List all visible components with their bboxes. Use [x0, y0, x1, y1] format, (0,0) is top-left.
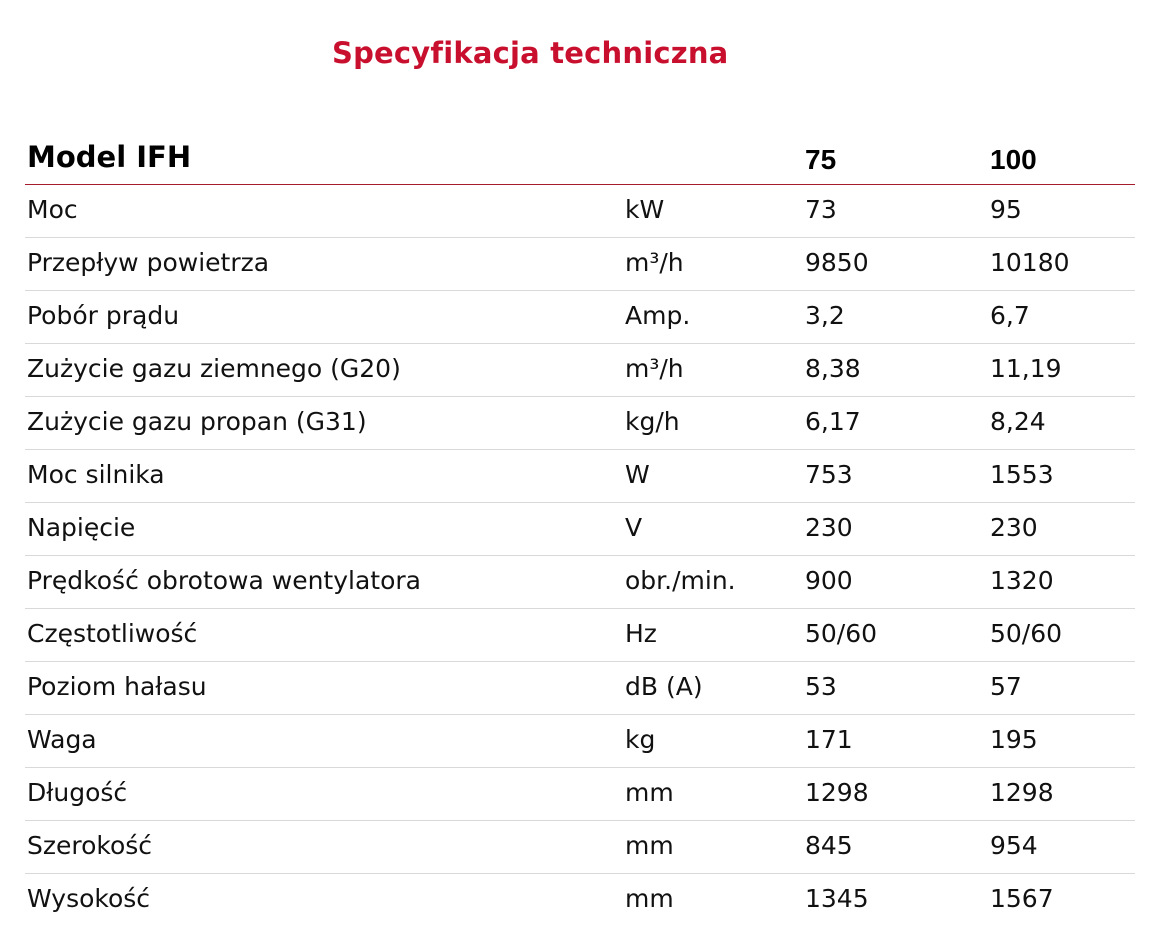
spec-table [25, 132, 1135, 926]
param-label: Szerokość [27, 831, 153, 860]
value-75: 171 [805, 725, 853, 754]
param-label: Przepływ powietrza [27, 248, 270, 277]
value-75: 753 [805, 460, 853, 489]
param-label: Pobór prądu [27, 301, 180, 330]
param-label: Prędkość obrotowa wentylatora [27, 566, 421, 595]
model-label: Model IFH [27, 140, 192, 174]
table-row [25, 556, 1135, 609]
unit-label: Amp. [625, 301, 691, 330]
param-label: Napięcie [27, 513, 136, 542]
value-75: 9850 [805, 248, 869, 277]
param-label: Zużycie gazu propan (G31) [27, 407, 367, 436]
value-75: 1298 [805, 778, 869, 807]
value-100: 1298 [990, 778, 1054, 807]
page-title: Specyfikacja techniczna [332, 36, 729, 70]
column-header-100: 100 [990, 144, 1037, 175]
value-75: 6,17 [805, 407, 861, 436]
value-100: 230 [990, 513, 1038, 542]
unit-label: kW [625, 195, 665, 224]
table-body [25, 185, 1135, 926]
value-75: 230 [805, 513, 853, 542]
table-row [25, 662, 1135, 715]
table-row [25, 185, 1135, 238]
table-row [25, 768, 1135, 821]
table-row [25, 821, 1135, 874]
table-header [25, 132, 1135, 185]
value-100: 11,19 [990, 354, 1062, 383]
value-100: 195 [990, 725, 1038, 754]
unit-label: m³/h [625, 354, 684, 383]
value-75: 900 [805, 566, 853, 595]
unit-label: mm [625, 778, 674, 807]
value-75: 8,38 [805, 354, 861, 383]
unit-label: Hz [625, 619, 657, 648]
value-100: 954 [990, 831, 1038, 860]
param-label: Wysokość [27, 884, 151, 913]
table-row [25, 874, 1135, 926]
table-row [25, 609, 1135, 662]
value-75: 845 [805, 831, 853, 860]
value-100: 1567 [990, 884, 1054, 913]
unit-label: W [625, 460, 650, 489]
value-100: 50/60 [990, 619, 1063, 648]
param-label: Moc silnika [27, 460, 165, 489]
table-row [25, 291, 1135, 344]
table-row [25, 715, 1135, 768]
unit-label: V [625, 513, 643, 542]
unit-label: m³/h [625, 248, 684, 277]
param-label: Częstotliwość [27, 619, 198, 648]
param-label: Moc [27, 195, 78, 224]
param-label: Poziom hałasu [27, 672, 207, 701]
unit-label: obr./min. [625, 566, 736, 595]
table-row [25, 503, 1135, 556]
table-row [25, 450, 1135, 503]
value-100: 95 [990, 195, 1022, 224]
value-75: 53 [805, 672, 837, 701]
value-100: 1553 [990, 460, 1054, 489]
param-label: Zużycie gazu ziemnego (G20) [27, 354, 401, 383]
value-75: 3,2 [805, 301, 845, 330]
unit-label: kg/h [625, 407, 680, 436]
unit-label: mm [625, 884, 674, 913]
value-75: 73 [805, 195, 837, 224]
unit-label: mm [625, 831, 674, 860]
value-100: 8,24 [990, 407, 1046, 436]
column-header-75: 75 [805, 144, 837, 175]
param-label: Waga [27, 725, 97, 754]
unit-label: dB (A) [625, 672, 703, 701]
value-75: 1345 [805, 884, 869, 913]
table-row [25, 397, 1135, 450]
value-100: 6,7 [990, 301, 1030, 330]
value-100: 10180 [990, 248, 1070, 277]
value-75: 50/60 [805, 619, 878, 648]
param-label: Długość [27, 778, 128, 807]
table-row [25, 344, 1135, 397]
value-100: 57 [990, 672, 1022, 701]
value-100: 1320 [990, 566, 1054, 595]
unit-label: kg [625, 725, 656, 754]
table-row [25, 238, 1135, 291]
